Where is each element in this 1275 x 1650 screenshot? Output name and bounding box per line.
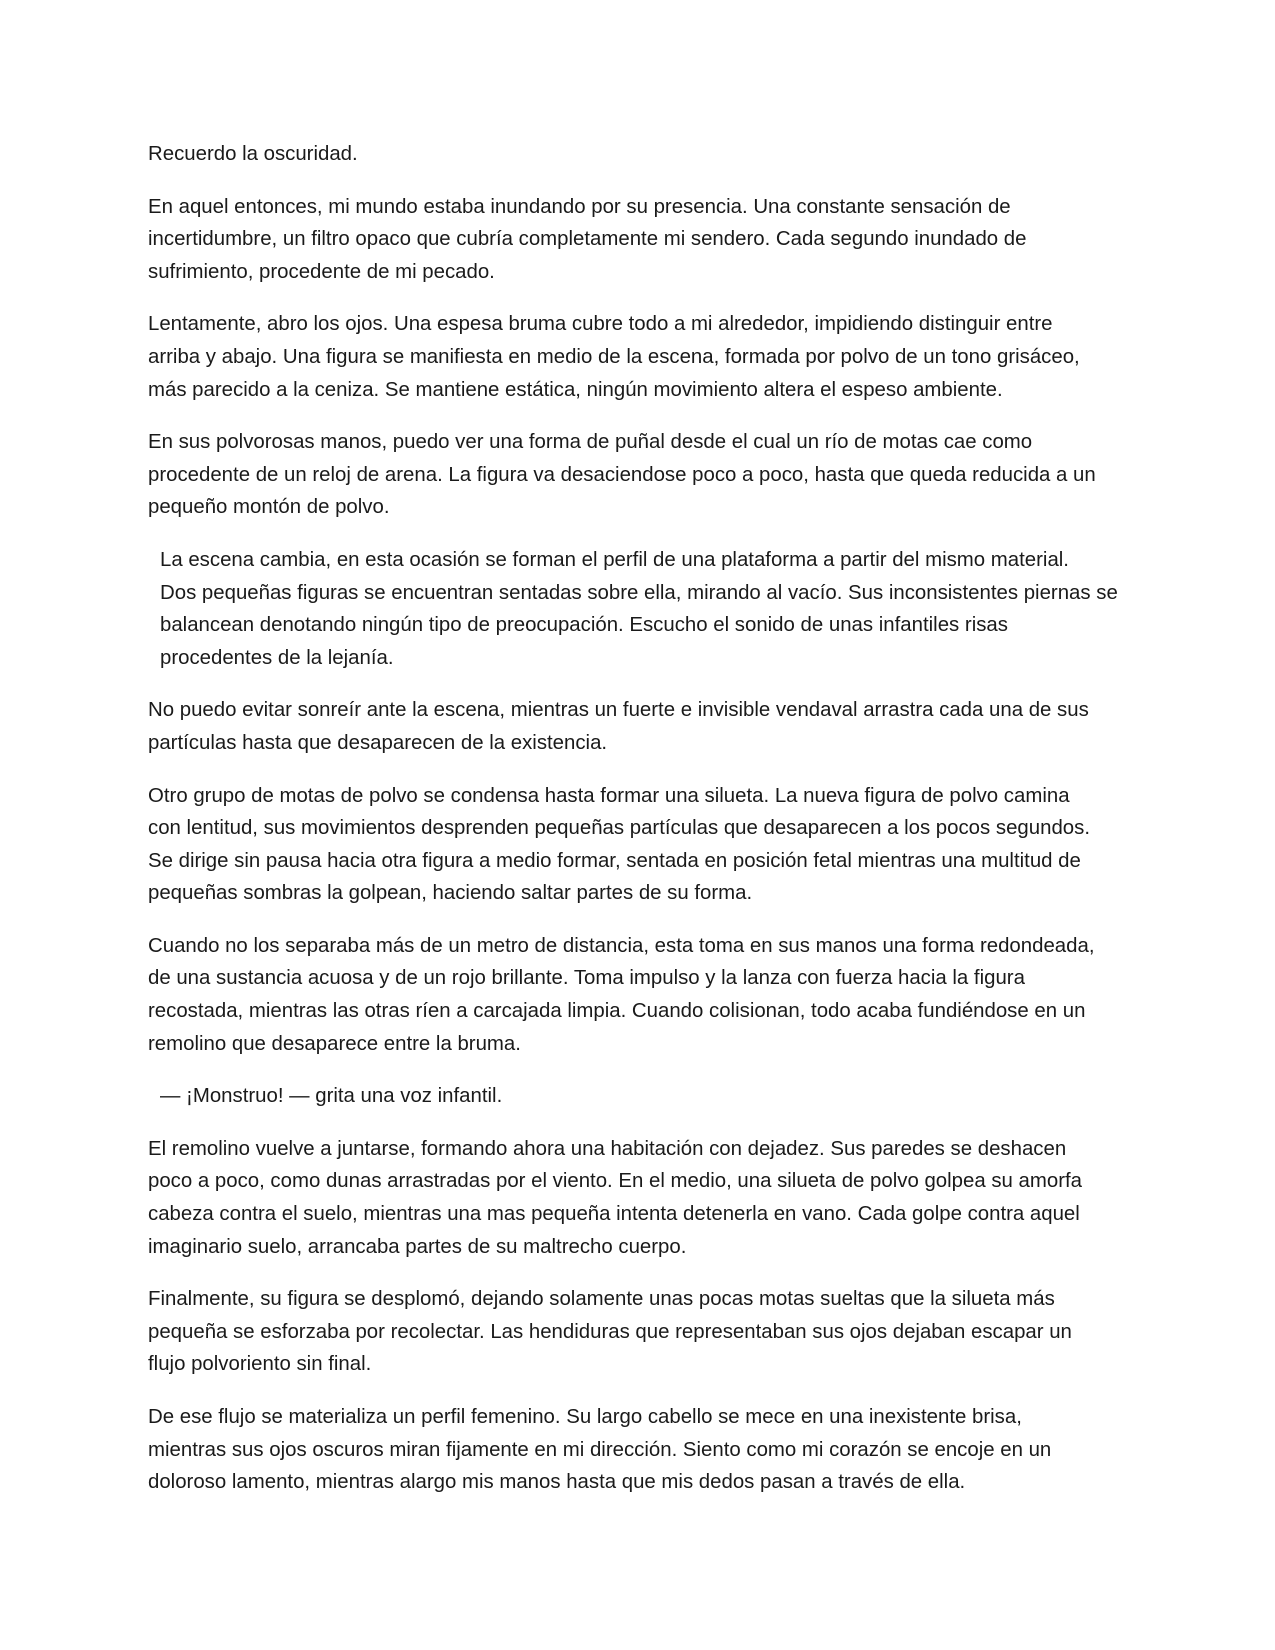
paragraph-1: Recuerdo la oscuridad. — [148, 143, 358, 165]
paragraph-5: La escena cambia, en esta ocasión se forman el perfil de una plataforma a partir del mismo material. Dos pequeñas figuras se encuentran sentadas sobre ella, mirando al vacío. Sus inconsistentes piernas se balancean denotando ningún tipo de preocupación. Escucho el sonido de unas infantiles risas procedentes de la lejanía. — [160, 548, 1118, 669]
paragraph-3: Lentamente, abro los ojos. Una espesa bruma cubre todo a mi alrededor, impidiendo distinguir entre arriba y abajo. Una figura se manifiesta en medio de la escena, formada por polvo de un tono grisáceo, más parecido a la ceniza. Se mantiene estática, ningún movimiento altera el espeso ambiente. — [148, 313, 1080, 401]
paragraph-11: Finalmente, su figura se desplomó, dejando solamente unas pocas motas sueltas que la silueta más pequeña se esforzaba por recolectar. Las hendiduras que representaban sus ojos dejaban escapar un flujo polvoriento sin final. — [148, 1288, 1072, 1376]
paragraph-6: No puedo evitar sonreír ante la escena, mientras un fuerte e invisible vendaval arrastra cada una de sus partículas hasta que desaparecen de la existencia. — [148, 699, 1089, 754]
paragraph-10: El remolino vuelve a juntarse, formando ahora una habitación con dejadez. Sus paredes se deshacen poco a poco, como dunas arrastradas por el viento. En el medio, una silueta de polvo golpea su amorfa cabeza contra el suelo, mientras una mas pequeña intenta detenerla en vano. Cada golpe contra aquel imaginario suelo, arrancaba partes de su maltrecho cuerpo. — [148, 1137, 1083, 1258]
paragraph-8: Cuando no los separaba más de un metro de distancia, esta toma en sus manos una forma redondeada, de una sustancia acuosa y de un rojo brillante. Toma impulso y la lanza con fuerza hacia la figura recostada, mientras las otras ríen a carcajada limpia. Cuando colisionan, todo acaba fundiéndose en un remolino que desaparece entre la bruma. — [148, 934, 1095, 1055]
dialogue-line: — ¡Monstruo! — grita una voz infantil. — [160, 1085, 503, 1108]
paragraph-12: De ese flujo se materializa un perfil femenino. Su largo cabello se mece en una inexistente brisa, mientras sus ojos oscuros miran fijamente en mi dirección. Siento como mi corazón se encoje en un doloroso lamento, mientras alargo mis manos hasta que mis dedos pasan a través de ella. — [148, 1406, 1052, 1494]
document-page — [148, 138, 1133, 1519]
paragraph-2: En aquel entonces, mi mundo estaba inundando por su presencia. Una constante sensación de incertidumbre, un filtro opaco que cubría completamente mi sendero. Cada segundo inundado de sufrimiento, procedente de mi pecado. — [148, 195, 1027, 283]
paragraph-4: En sus polvorosas manos, puedo ver una forma de puñal desde el cual un río de motas cae como procedente de un reloj de arena. La figura va desaciendose poco a poco, hasta que queda reducida a un pequeño montón de polvo. — [148, 431, 1096, 519]
paragraph-7: Otro grupo de motas de polvo se condensa hasta formar una silueta. La nueva figura de polvo camina con lentitud, sus movimientos desprenden pequeñas partículas que desaparecen a los pocos segundos. Se dirige sin pausa hacia otra figura a medio formar, sentada en posición fetal mientras una multitud de pequeñas sombras la golpean, haciendo saltar partes de su forma. — [148, 784, 1090, 905]
